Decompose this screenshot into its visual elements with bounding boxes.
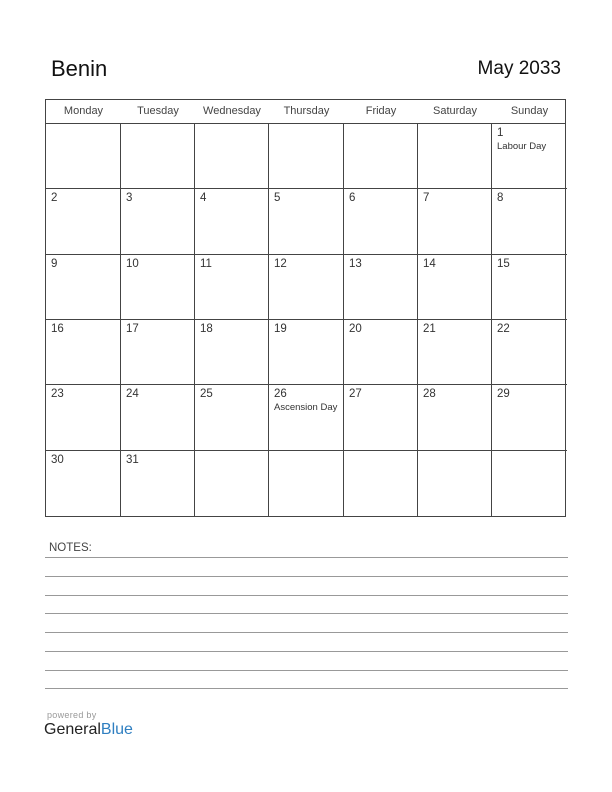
day-number: 10 — [126, 258, 139, 270]
day-cell — [121, 124, 195, 189]
day-number: 26 — [274, 388, 287, 400]
day-cell — [121, 255, 195, 320]
holiday-label: Labour Day — [497, 141, 547, 152]
day-cell — [195, 189, 269, 255]
brand-logo — [44, 721, 133, 739]
day-cell — [418, 124, 492, 189]
day-number: 20 — [349, 323, 362, 335]
day-cell — [269, 124, 344, 189]
day-number: 31 — [126, 454, 139, 466]
day-cell — [46, 255, 121, 320]
day-cell — [195, 124, 269, 189]
notes-label: NOTES: — [49, 542, 92, 554]
day-cell — [344, 385, 418, 451]
day-cell — [46, 124, 121, 189]
notes-line — [45, 557, 568, 558]
day-cell — [195, 255, 269, 320]
day-number: 28 — [423, 388, 436, 400]
notes-line — [45, 670, 568, 671]
day-cell — [418, 385, 492, 451]
day-number: 19 — [274, 323, 287, 335]
brand-blue: Blue — [100, 721, 133, 738]
day-cell — [492, 320, 567, 385]
day-cell — [269, 451, 344, 517]
day-number: 14 — [423, 258, 436, 270]
day-cell — [269, 320, 344, 385]
day-cell — [344, 255, 418, 320]
day-number: 3 — [126, 192, 133, 204]
weekday-thursday: Thursday — [283, 105, 330, 117]
brand-general: General — [44, 721, 101, 738]
day-number: 4 — [200, 192, 207, 204]
day-cell — [121, 385, 195, 451]
day-cell — [195, 385, 269, 451]
day-cell — [418, 255, 492, 320]
day-number: 27 — [349, 388, 362, 400]
day-number: 11 — [200, 258, 212, 270]
day-cell — [46, 320, 121, 385]
weekday-tuesday: Tuesday — [137, 105, 179, 117]
day-number: 5 — [274, 192, 281, 204]
day-number: 22 — [497, 323, 510, 335]
day-number: 15 — [497, 258, 510, 270]
day-number: 12 — [274, 258, 287, 270]
notes-line — [45, 576, 568, 577]
day-number: 7 — [423, 192, 430, 204]
day-cell — [492, 451, 567, 517]
day-number: 29 — [497, 388, 510, 400]
day-cell — [121, 189, 195, 255]
day-cell — [344, 451, 418, 517]
day-number: 18 — [200, 323, 213, 335]
notes-line — [45, 613, 568, 614]
day-cell — [121, 451, 195, 517]
day-cell — [344, 320, 418, 385]
day-cell — [418, 189, 492, 255]
calendar-grid — [45, 99, 566, 517]
day-cell — [418, 451, 492, 517]
notes-line — [45, 651, 568, 652]
day-number: 17 — [126, 323, 139, 335]
day-number: 30 — [51, 454, 64, 466]
day-number: 2 — [51, 192, 58, 204]
month-year-title: May 2033 — [477, 58, 561, 79]
day-number: 25 — [200, 388, 213, 400]
notes-line — [45, 688, 568, 689]
day-cell — [195, 451, 269, 517]
day-cell — [418, 320, 492, 385]
notes-line — [45, 595, 568, 596]
day-number: 6 — [349, 192, 356, 204]
weekday-monday: Monday — [63, 105, 104, 117]
day-cell — [344, 189, 418, 255]
weekday-wednesday: Wednesday — [203, 105, 261, 117]
day-cell — [492, 255, 567, 320]
day-cell — [269, 385, 344, 451]
weekday-sunday: Sunday — [510, 105, 549, 117]
day-number: 23 — [51, 388, 64, 400]
powered-by-text: powered by — [47, 710, 97, 720]
day-cell — [46, 385, 121, 451]
day-cell — [269, 255, 344, 320]
country-title: Benin — [51, 56, 108, 81]
day-number: 9 — [51, 258, 58, 270]
day-number: 8 — [497, 192, 504, 204]
notes-line — [45, 632, 568, 633]
day-number: 16 — [51, 323, 64, 335]
day-number: 1 — [497, 127, 504, 139]
day-number: 21 — [423, 323, 436, 335]
weekday-friday: Friday — [365, 105, 397, 117]
day-number: 24 — [126, 388, 139, 400]
holiday-label: Ascension Day — [274, 402, 338, 413]
day-cell — [492, 189, 567, 255]
day-cell — [492, 385, 567, 451]
day-cell — [46, 189, 121, 255]
day-cell — [344, 124, 418, 189]
weekday-saturday: Saturday — [432, 105, 478, 117]
day-cell — [195, 320, 269, 385]
day-cell — [121, 320, 195, 385]
weekday-header-row — [46, 100, 565, 124]
day-cell — [269, 189, 344, 255]
day-cell — [46, 451, 121, 517]
day-number: 13 — [349, 258, 362, 270]
day-cell — [492, 124, 567, 189]
